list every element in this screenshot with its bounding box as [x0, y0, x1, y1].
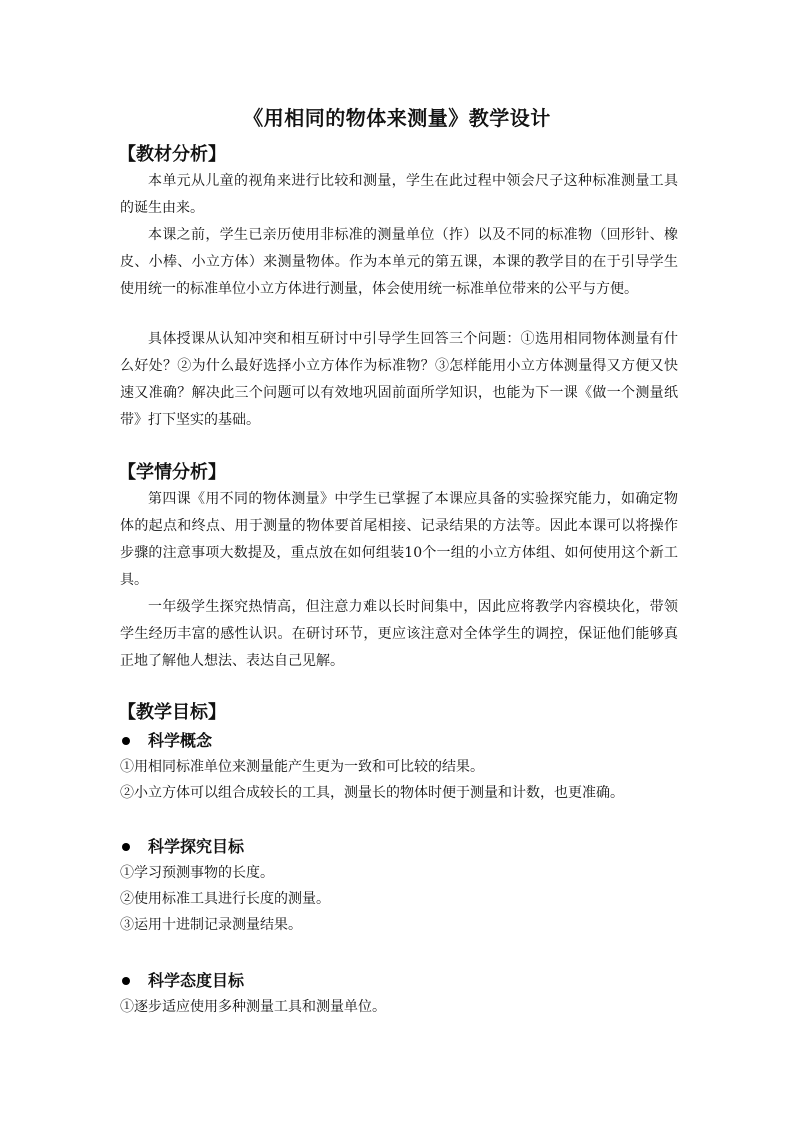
section-heading-goals: 【教学目标】: [118, 702, 226, 723]
bullet-concept: [120, 728, 680, 754]
subheading-inquiry: 科学探究目标: [148, 837, 245, 856]
bullet-dot-icon: [122, 977, 130, 985]
students-paragraph-2: 一年级学生探究热情高，但注意力难以长时间集中，因此应将教学内容模块化，带领学生经历丰富的感性认识。在研讨环节，更应该注意对全体学生的调控，保证他们能够真正地了解他人想法、表达自己见解。: [120, 599, 678, 669]
section-heading-students: 【学情分析】: [118, 462, 226, 483]
students-paragraph-1: 第四课《用不同的物体测量》中学生已掌握了本课应具备的实验探究能力，如确定物体的起点和终点、用于测量的物体要首尾相接、记录结果的方法等。因此本课可以将操作步骤的注意事项大数提及，重点放在如何组装10个一组的小立方体组、如何使用这个新工具。: [120, 491, 678, 588]
concept-item-1: ①用相同标准单位来测量能产生更为一致和可比较的结果。: [120, 759, 484, 775]
material-paragraph-1: 本单元从儿童的视角来进行比较和测量，学生在此过程中领会尺子这种标准测量工具的诞生由来。: [120, 173, 678, 216]
material-paragraph-3: 具体授课从认知冲突和相互研讨中引导学生回答三个问题：①选用相同物体测量有什么好处？②为什么最好选择小立方体作为标准物？③怎样能用小立方体测量得又方便又快速又准确？解决此三个问题可以有效地巩固前面所学知识，也能为下一课《做一个测量纸带》打下坚实的基础。: [120, 331, 678, 428]
inquiry-item-3: ③运用十进制记录测量结果。: [120, 917, 302, 933]
bullet-attitude: [120, 968, 680, 994]
attitude-item-1: ①逐步适应使用多种测量工具和测量单位。: [120, 999, 386, 1015]
bullet-inquiry: [120, 834, 680, 860]
subheading-concept: 科学概念: [148, 731, 213, 750]
section-heading-material: 【教材分析】: [118, 144, 226, 165]
concept-item-2: ②小立方体可以组合成较长的工具，测量长的物体时便于测量和计数，也更准确。: [120, 785, 624, 801]
subheading-attitude: 科学态度目标: [148, 971, 245, 990]
inquiry-item-2: ②使用标准工具进行长度的测量。: [120, 891, 330, 907]
bullet-dot-icon: [122, 737, 130, 745]
document-title: 《用相同的物体来测量》教学设计: [243, 106, 551, 130]
material-paragraph-2: 本课之前，学生已亲历使用非标准的测量单位（拃）以及不同的标准物（回形针、橡皮、小棒、小立方体）来测量物体。作为本单元的第五课，本课的教学目的在于引导学生使用统一的标准单位小立方体进行测量，体会使用统一标准单位带来的公平与方便。: [120, 227, 678, 297]
inquiry-item-1: ①学习预测事物的长度。: [120, 865, 274, 881]
bullet-dot-icon: [122, 843, 130, 851]
